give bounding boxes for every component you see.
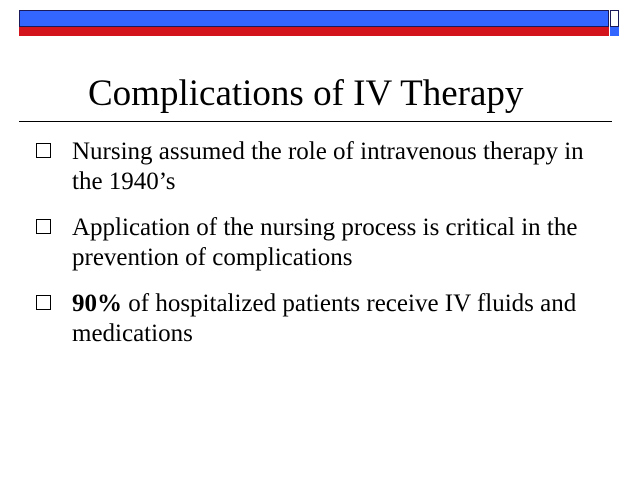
bullet-list (36, 137, 616, 365)
bullet-text: Application of the nursing process is critical in the prevention of complications (72, 214, 578, 271)
square-bullet-icon (36, 295, 51, 310)
bullet-item (36, 213, 616, 273)
bullet-bold-text: 90% (72, 290, 122, 317)
square-bullet-icon (36, 219, 51, 234)
top-blue-bar (19, 10, 609, 27)
bullet-text: Nursing assumed the role of intravenous therapy in the 1940’s (72, 138, 584, 195)
bullet-item (36, 289, 616, 349)
corner-square-top (610, 10, 619, 27)
title-divider (19, 121, 612, 122)
corner-square-bottom (610, 27, 619, 36)
top-red-bar (19, 27, 609, 36)
bullet-item (36, 137, 616, 197)
bullet-text: of hospitalized patients receive IV fluids and medications (72, 290, 577, 347)
slide-title: Complications of IV Therapy (88, 73, 524, 114)
square-bullet-icon (36, 143, 51, 158)
